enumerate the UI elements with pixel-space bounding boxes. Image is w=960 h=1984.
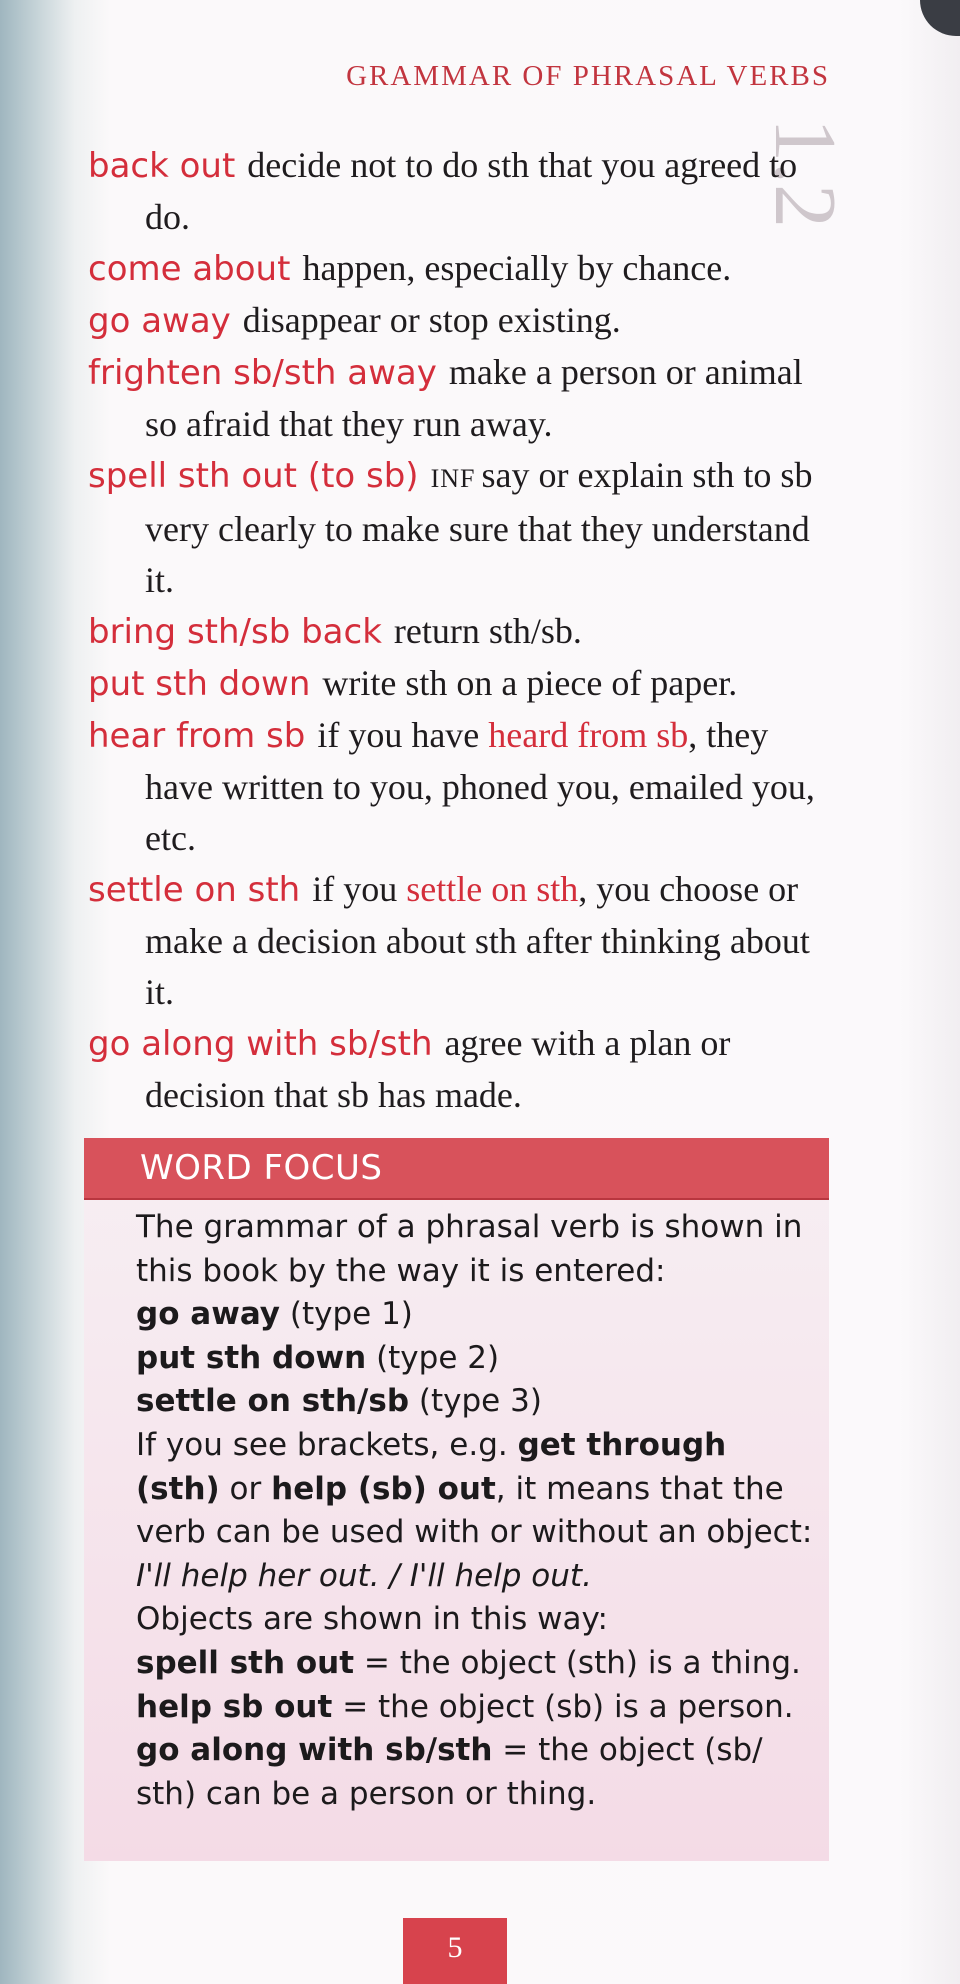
object-line (136, 1642, 816, 1686)
definition: make a person or animal so afraid that they run away. (145, 352, 803, 444)
word-focus-header (84, 1138, 829, 1200)
headword: frighten sb/sth away (88, 353, 437, 393)
definition: return sth/sb. (393, 611, 582, 651)
object-note: = the object (sb) is a person. (342, 1688, 794, 1725)
definition-post: , you choose or make a decision about sth after thinking about it. (145, 869, 810, 1012)
section-number: 1.2 (756, 118, 853, 228)
object-line (136, 1729, 816, 1816)
object-line (136, 1686, 816, 1730)
page-corner (920, 0, 960, 36)
definition-pre: if you have (317, 715, 480, 755)
type-verb: go away (136, 1296, 281, 1333)
entry (88, 1018, 838, 1121)
type-verb: settle on sth/sb (136, 1383, 410, 1420)
word-focus-box (84, 1138, 829, 1861)
entry (88, 864, 838, 1018)
type-verb: put sth down (136, 1339, 367, 1376)
entry (88, 710, 838, 864)
definition: disappear or stop existing. (242, 300, 621, 340)
brackets-text: , it means that the verb can be used with or without an object: (136, 1470, 813, 1551)
object-note: = the object (sb/ sth) can be a person or thing. (136, 1732, 763, 1812)
type-note: (type 2) (376, 1339, 500, 1376)
page-number: 5 (403, 1918, 507, 1984)
headword: come about (88, 249, 291, 289)
bracket-example: help (sb) out (271, 1470, 496, 1507)
type-line (136, 1337, 816, 1381)
entry-list (88, 140, 838, 1121)
running-head: GRAMMAR OF PHRASAL VERBS (346, 60, 830, 92)
entry (88, 243, 838, 295)
example-sentence (136, 1555, 816, 1599)
definition: say or explain sth to sb very clearly to make sure that they understand it. (145, 455, 813, 600)
object-verb: help sb out (136, 1688, 333, 1725)
object-note: = the object (sth) is a thing. (363, 1644, 801, 1681)
type-note: (type 1) (289, 1296, 413, 1333)
headword: go away (88, 301, 231, 341)
entry (88, 140, 838, 243)
bracket-example: get through (sth) (136, 1426, 727, 1507)
headword: hear from sb (88, 716, 306, 756)
object-verb: spell sth out (136, 1644, 355, 1681)
word-focus-body (136, 1206, 816, 1816)
type-line (136, 1380, 816, 1424)
register-label: INF (430, 464, 476, 493)
definition: happen, especially by chance. (302, 248, 732, 288)
definition: agree with a plan or decision that sb has made. (145, 1023, 731, 1115)
brackets-text: If you see brackets, e.g. (136, 1426, 508, 1463)
definition: decide not to do sth that you agreed to do. (145, 145, 798, 237)
cross-reference: heard from sb (488, 715, 689, 755)
type-line (136, 1293, 816, 1337)
entry (88, 347, 838, 450)
brackets-text: or (229, 1470, 262, 1507)
example-text: I'll help her out. / I'll help out. (136, 1557, 592, 1594)
headword: settle on sth (88, 870, 301, 910)
entry (88, 658, 838, 710)
entry (88, 450, 838, 606)
object-verb: go along with sb/sth (136, 1732, 493, 1769)
word-focus-intro: The grammar of a phrasal verb is shown in this book by the way it is entered: (136, 1209, 803, 1289)
word-focus-title: WORD FOCUS (140, 1148, 383, 1188)
headword: go along with sb/sth (88, 1024, 433, 1064)
objects-intro: Objects are shown in this way: (136, 1601, 608, 1638)
definition: write sth on a piece of paper. (322, 663, 738, 703)
definition-post: , they have written to you, phoned you, emailed you, etc. (145, 715, 815, 858)
headword: back out (88, 146, 236, 186)
headword: bring sth/sb back (88, 612, 382, 652)
entry (88, 295, 838, 347)
headword: spell sth out (to sb) (88, 456, 419, 496)
headword: put sth down (88, 664, 311, 704)
type-note: (type 3) (418, 1383, 542, 1420)
entry (88, 606, 838, 658)
definition-pre: if you (312, 869, 398, 909)
cross-reference: settle on sth (406, 869, 579, 909)
brackets-explanation (136, 1424, 816, 1555)
